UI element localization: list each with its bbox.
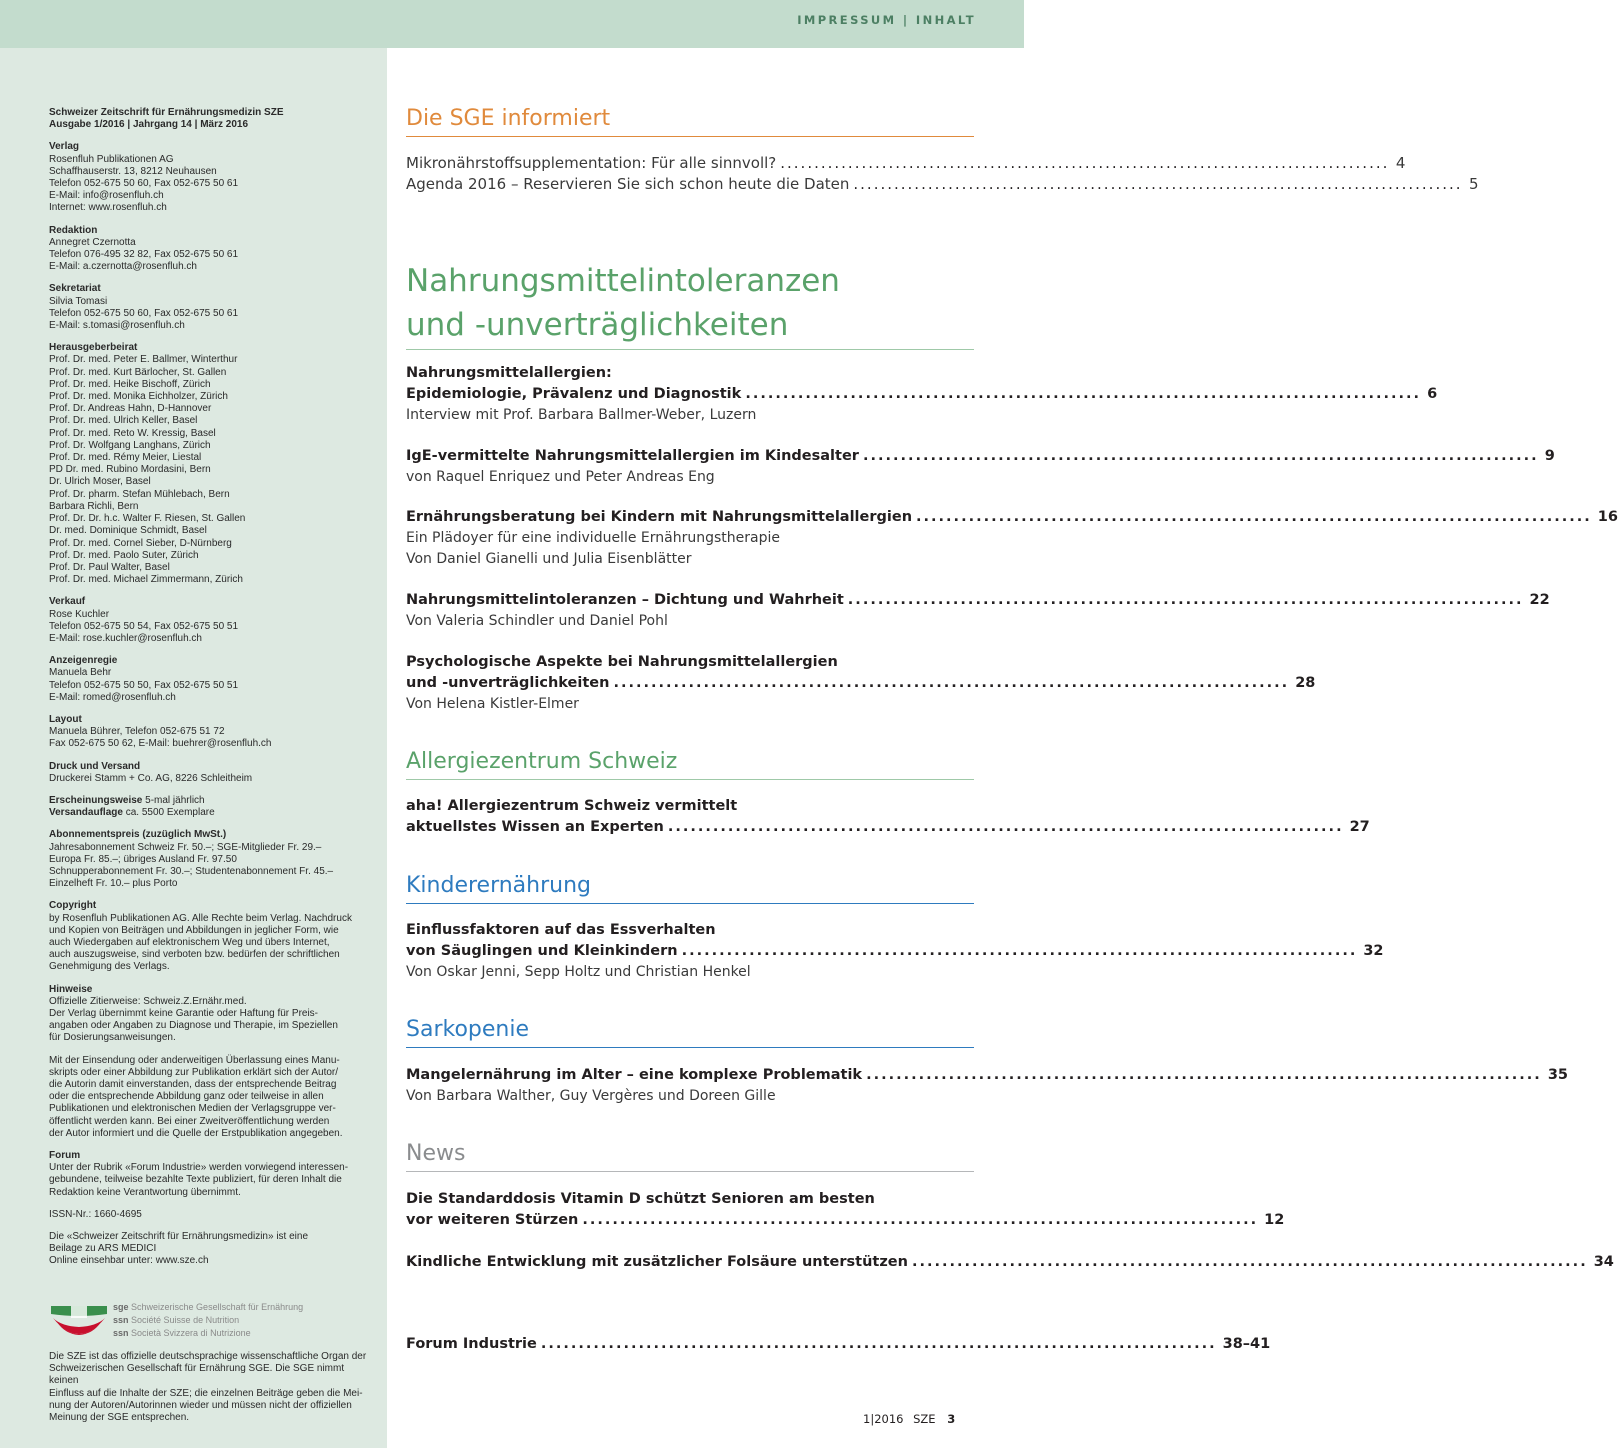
impressum-line: und Kopien von Beiträgen und Abbildungen in jeglicher Form, wie bbox=[49, 924, 339, 936]
impressum-line: Druckerei Stamm + Co. AG, 8226 Schleitheim bbox=[49, 772, 253, 784]
journal-abbr: SZE bbox=[913, 1412, 936, 1426]
impressum-block-abo bbox=[49, 829, 379, 890]
impressum-line: Telefon 052-675 50 50, Fax 052-675 50 51 bbox=[49, 679, 239, 691]
impressum-line bbox=[49, 795, 379, 807]
leader-dots: .......................................................................................... bbox=[780, 154, 1390, 172]
sge-name-fr: Société Suisse de Nutrition bbox=[131, 1315, 240, 1325]
impressum-line: E-Mail: a.czernotta@rosenfluh.ch bbox=[49, 261, 197, 273]
toc-entry-title-line1: aha! Allergiezentrum Schweiz vermittelt bbox=[406, 798, 738, 814]
toc-entry[interactable] bbox=[406, 174, 1479, 195]
impressum-line: Prof. Dr. med. Paolo Suter, Zürich bbox=[49, 549, 199, 561]
impressum-heading: Versandauflage bbox=[49, 807, 123, 819]
impressum-heading: Herausgeberbeirat bbox=[49, 342, 138, 354]
toc-entry-title: Mangelernährung im Alter – eine komplexe Problematik bbox=[406, 1067, 863, 1083]
toc-entry[interactable] bbox=[406, 1252, 1614, 1273]
leader-dots: .......................................................................................... bbox=[613, 675, 1290, 691]
toc-entry-title: Nahrungsmittelintoleranzen – Dichtung und Wahrheit bbox=[406, 592, 844, 608]
impressum-line: Schaffhauserstr. 13, 8212 Neuhausen bbox=[49, 165, 217, 177]
focus-title-line2: und -unverträglichkeiten bbox=[406, 307, 789, 343]
impressum-line: Schnupperabonnement Fr. 30.–; Studentenabonnement Fr. 45.– bbox=[49, 865, 334, 877]
toc-entry[interactable] bbox=[406, 153, 1406, 174]
impressum-line: Prof. Dr. Wolfgang Langhans, Zürich bbox=[49, 439, 211, 451]
page-number: 3 bbox=[947, 1412, 956, 1426]
toc-entry-title-line1: Psychologische Aspekte bei Nahrungsmittelallergien bbox=[406, 654, 838, 670]
impressum-line: die Autorin damit einverstanden, dass der entsprechende Beitrag bbox=[49, 1079, 337, 1091]
impressum-value: 5-mal jährlich bbox=[142, 794, 205, 806]
focus-title-line1: Nahrungsmittelintoleranzen bbox=[406, 263, 840, 299]
impressum-line: Telefon 052-675 50 54, Fax 052-675 50 51 bbox=[49, 620, 239, 632]
toc-entry-title-line1: Einflussfaktoren auf das Essverhalten bbox=[406, 922, 716, 938]
impressum-heading: Anzeigenregie bbox=[49, 655, 118, 667]
toc-entry-title: Mikronährstoffsupplementation: Für alle sinnvoll? bbox=[406, 154, 777, 172]
impressum-line: E-Mail: s.tomasi@rosenfluh.ch bbox=[49, 320, 185, 332]
toc-entry[interactable] bbox=[406, 384, 1438, 405]
impressum-line: E-Mail: rose.kuchler@rosenfluh.ch bbox=[49, 632, 202, 644]
focus-title bbox=[406, 259, 974, 350]
disclaimer-line: Meinung der SGE entsprechen. bbox=[49, 1412, 190, 1424]
impressum-line: Jahresabonnement Schweiz Fr. 50.–; SGE-Mitglieder Fr. 29.– bbox=[49, 841, 322, 853]
toc-page-number: 28 bbox=[1295, 675, 1316, 691]
impressum-line: Die «Schweizer Zeitschrift für Ernährungsmedizin» ist eine bbox=[49, 1231, 308, 1243]
impressum-heading: Sekretariat bbox=[49, 283, 101, 295]
impressum-line: für Dosierungsanweisungen. bbox=[49, 1032, 176, 1044]
toc-entry[interactable] bbox=[406, 507, 1618, 528]
impressum-line: by Rosenfluh Publikationen AG. Alle Rechte beim Verlag. Nachdruck bbox=[49, 912, 352, 924]
sge-abbr: sge bbox=[113, 1302, 129, 1312]
section-label: IMPRESSUM | INHALT bbox=[797, 13, 976, 27]
impressum-line: Prof. Dr. med. Ulrich Keller, Basel bbox=[49, 415, 198, 427]
toc-entry-title: vor weiteren Stürzen bbox=[406, 1212, 579, 1228]
ssn-abbr-fr: ssn bbox=[113, 1315, 129, 1325]
impressum-line: Publikationen und elektronischen Medien der Verlagsgruppe ver- bbox=[49, 1103, 336, 1115]
impressum-line: Prof. Dr. med. Peter E. Ballmer, Winterthur bbox=[49, 354, 238, 366]
impressum-heading: Verlag bbox=[49, 141, 80, 153]
toc-page-number: 34 bbox=[1593, 1254, 1614, 1270]
impressum-block-issn bbox=[49, 1209, 379, 1221]
impressum-line: Telefon 052-675 50 60, Fax 052-675 50 61 bbox=[49, 178, 239, 190]
toc-entry-author: Von Oskar Jenni, Sepp Holtz und Christian Henkel bbox=[406, 964, 751, 980]
sge-name-it: Società Svizzera di Nutrizione bbox=[131, 1328, 251, 1338]
impressum-line: Barbara Richli, Bern bbox=[49, 500, 139, 512]
leader-dots: .......................................................................................... bbox=[862, 448, 1539, 464]
toc-page-number: 22 bbox=[1529, 592, 1550, 608]
toc-entry-title: Agenda 2016 – Reservieren Sie sich schon heute die Daten bbox=[406, 175, 850, 193]
impressum-line: E-Mail: romed@rosenfluh.ch bbox=[49, 691, 176, 703]
impressum-line: Annegret Czernotta bbox=[49, 236, 136, 248]
impressum-block-redaktion bbox=[49, 225, 379, 274]
section-title-allergiezentrum: Allergiezentrum Schweiz bbox=[406, 748, 974, 780]
toc-entry-title: IgE-vermittelte Nahrungsmittelallergien im Kindesalter bbox=[406, 448, 859, 464]
impressum-line: Prof. Dr. Dr. h.c. Walter F. Riesen, St. Gallen bbox=[49, 513, 246, 525]
sge-disclaimer bbox=[49, 1351, 375, 1424]
toc-entry-forum[interactable] bbox=[406, 1334, 1271, 1355]
toc-page-number: 12 bbox=[1264, 1212, 1285, 1228]
toc-entry-author: Von Valeria Schindler und Daniel Pohl bbox=[406, 613, 668, 629]
toc-entry-title: Kindliche Entwicklung mit zusätzlicher Folsäure unterstützen bbox=[406, 1254, 908, 1270]
masthead-line: Schweizer Zeitschrift für Ernährungsmedizin SZE bbox=[49, 107, 284, 118]
sge-logo-lines bbox=[113, 1301, 303, 1340]
impressum-line: Online einsehbar unter: www.sze.ch bbox=[49, 1255, 209, 1267]
impressum-block-beirat bbox=[49, 342, 379, 586]
impressum-line: Redaktion keine Verantwortung übernimmt. bbox=[49, 1186, 241, 1198]
impressum-line: Europa Fr. 85.–; übriges Ausland Fr. 97.50 bbox=[49, 853, 237, 865]
toc-page-number: 4 bbox=[1395, 154, 1406, 172]
impressum-line: Internet: www.rosenfluh.ch bbox=[49, 202, 167, 214]
toc-page-number: 32 bbox=[1363, 943, 1384, 959]
impressum-line: Einzelheft Fr. 10.– plus Porto bbox=[49, 878, 178, 890]
impressum-line: Silvia Tomasi bbox=[49, 295, 108, 307]
toc-entry-author: Von Barbara Walther, Guy Vergères und Doreen Gille bbox=[406, 1088, 776, 1104]
toc-entry[interactable] bbox=[406, 941, 1384, 962]
impressum-block-hinweise bbox=[49, 984, 379, 1045]
impressum-heading: Copyright bbox=[49, 900, 97, 912]
impressum-block-verlag bbox=[49, 141, 379, 214]
impressum-line: Beilage zu ARS MEDICI bbox=[49, 1243, 157, 1255]
leader-dots: .......................................................................................... bbox=[916, 509, 1592, 525]
toc-entry-subtitle: Ein Plädoyer für eine individuelle Ernährungstherapie bbox=[406, 530, 780, 546]
leader-dots: .......................................................................................... bbox=[866, 1067, 1542, 1083]
impressum-line: PD Dr. med. Rubino Mordasini, Bern bbox=[49, 464, 211, 476]
leader-dots: .......................................................................................... bbox=[540, 1336, 1217, 1352]
leader-dots: .......................................................................................... bbox=[745, 386, 1422, 402]
toc-entry-title-line1: Nahrungsmittelallergien: bbox=[406, 365, 612, 381]
toc-entry[interactable] bbox=[406, 1210, 1285, 1231]
disclaimer-line: nung der Autoren/Autorinnen wieder und müssen nicht der offiziellen bbox=[49, 1399, 352, 1411]
impressum-heading: Druck und Versand bbox=[49, 760, 141, 772]
impressum-heading: Layout bbox=[49, 713, 82, 725]
toc-entry[interactable] bbox=[406, 1065, 1568, 1086]
leader-dots: .......................................................................................... bbox=[847, 592, 1524, 608]
toc-entry-author: Interview mit Prof. Barbara Ballmer-Weber, Luzern bbox=[406, 407, 757, 423]
leader-dots: .......................................................................................... bbox=[911, 1254, 1588, 1270]
toc-entry-title: aktuellstes Wissen an Experten bbox=[406, 819, 664, 835]
impressum-heading: Forum bbox=[49, 1150, 81, 1162]
impressum-line: Telefon 076-495 32 82, Fax 052-675 50 61 bbox=[49, 249, 239, 261]
impressum-line: Prof. Dr. med. Heike Bischoff, Zürich bbox=[49, 378, 211, 390]
impressum-line: auch auszugsweise, sind verboten bzw. bedürfen der schriftlichen bbox=[49, 949, 340, 961]
issue-number: 1|2016 bbox=[863, 1412, 904, 1426]
impressum-block-erscheinung bbox=[49, 795, 379, 819]
impressum-line: Dr. med. Dominique Schmidt, Basel bbox=[49, 525, 207, 537]
impressum-line: Telefon 052-675 50 60, Fax 052-675 50 61 bbox=[49, 307, 239, 319]
impressum-line: Fax 052-675 50 62, E-Mail: buehrer@rosenfluh.ch bbox=[49, 738, 272, 750]
impressum-line: Prof. Dr. Paul Walter, Basel bbox=[49, 561, 170, 573]
impressum-block-verkauf bbox=[49, 596, 379, 645]
toc-page-number: 16 bbox=[1597, 509, 1618, 525]
impressum-block-copyright bbox=[49, 900, 379, 973]
leader-dots: .......................................................................................... bbox=[853, 175, 1463, 193]
masthead bbox=[49, 107, 379, 131]
toc-entry-author: Von Helena Kistler-Elmer bbox=[406, 696, 579, 712]
impressum-heading: Abonnementspreis (zuzüglich MwSt.) bbox=[49, 829, 227, 841]
impressum-block-einsendung bbox=[49, 1055, 379, 1140]
impressum-line: ISSN-Nr.: 1660-4695 bbox=[49, 1208, 142, 1220]
impressum-block-sekretariat bbox=[49, 283, 379, 332]
toc-entry-author: Von Daniel Gianelli und Julia Eisenblätter bbox=[406, 551, 692, 567]
impressum-line: Prof. Dr. Andreas Hahn, D-Hannover bbox=[49, 403, 212, 415]
impressum-line: Manuela Bührer, Telefon 052-675 51 72 bbox=[49, 726, 225, 738]
disclaimer-line: Die SZE ist das offizielle deutschsprachige wissenschaftliche Organ der bbox=[49, 1351, 367, 1362]
impressum-line: auch Wiedergaben auf elektronischem Weg und übers Internet, bbox=[49, 936, 330, 948]
section-title-news: News bbox=[406, 1140, 974, 1172]
leader-dots: .......................................................................................... bbox=[582, 1212, 1259, 1228]
impressum-block-forum bbox=[49, 1150, 379, 1199]
ssn-abbr-it: ssn bbox=[113, 1328, 129, 1338]
toc-entry[interactable] bbox=[406, 817, 1370, 838]
impressum-block-beilage bbox=[49, 1231, 379, 1268]
toc-page-number: 35 bbox=[1547, 1067, 1568, 1083]
toc-page-number: 6 bbox=[1427, 386, 1438, 402]
toc-entry-title: und -unverträglichkeiten bbox=[406, 675, 610, 691]
impressum-block-anzeigen bbox=[49, 655, 379, 704]
page-footer bbox=[863, 1412, 955, 1426]
impressum-line: oder die entsprechende Abbildung ganz oder teilweise in allen bbox=[49, 1091, 324, 1103]
impressum-line: Prof. Dr. pharm. Stefan Mühlebach, Bern bbox=[49, 488, 230, 500]
impressum-line: gebundene, teilweise bezahlte Texte publiziert, für deren Inhalt die bbox=[49, 1174, 342, 1186]
impressum-line: Prof. Dr. med. Rémy Meier, Liestal bbox=[49, 452, 202, 464]
impressum-line bbox=[49, 807, 379, 819]
leader-dots: .......................................................................................... bbox=[681, 943, 1358, 959]
section-title-sge: Die SGE informiert bbox=[406, 105, 974, 137]
impressum-line: öffentlicht werden kann. Bei einer Zweitveröffentlichung werden bbox=[49, 1115, 330, 1127]
impressum-line: Rose Kuchler bbox=[49, 608, 110, 620]
impressum-text bbox=[49, 107, 379, 1278]
impressum-line: Genehmigung des Verlags. bbox=[49, 961, 170, 973]
impressum-line: E-Mail: info@rosenfluh.ch bbox=[49, 190, 164, 202]
impressum-line: Manuela Behr bbox=[49, 667, 112, 679]
section-title-kinderernaehrung: Kinderernährung bbox=[406, 872, 974, 904]
toc-entry-title: Ernährungsberatung bei Kindern mit Nahrungsmittelallergien bbox=[406, 509, 913, 525]
impressum-heading: Redaktion bbox=[49, 224, 98, 236]
toc-entry-title-line1: Die Standarddosis Vitamin D schützt Senioren am besten bbox=[406, 1191, 875, 1207]
impressum-line: angaben oder Angaben zu Diagnose und Therapie, im Speziellen bbox=[49, 1020, 338, 1032]
impressum-line: Prof. Dr. med. Monika Eichholzer, Zürich bbox=[49, 391, 228, 403]
impressum-block-druck bbox=[49, 761, 379, 785]
sge-name-de: Schweizerische Gesellschaft für Ernährung bbox=[131, 1302, 304, 1312]
impressum-line: Dr. Ulrich Moser, Basel bbox=[49, 476, 151, 488]
impressum-line: Offizielle Zitierweise: Schweiz.Z.Ernähr.med. bbox=[49, 995, 247, 1007]
impressum-heading: Erscheinungsweise bbox=[49, 794, 143, 806]
impressum-heading: Hinweise bbox=[49, 983, 93, 995]
toc-entry-title: von Säuglingen und Kleinkindern bbox=[406, 943, 678, 959]
leader-dots: .......................................................................................... bbox=[667, 819, 1344, 835]
impressum-line: Rosenfluh Publikationen AG bbox=[49, 153, 174, 165]
toc-entry-title: Forum Industrie bbox=[406, 1336, 537, 1352]
section-title-sarkopenie: Sarkopenie bbox=[406, 1016, 974, 1048]
toc-entry-title: Epidemiologie, Prävalenz und Diagnostik bbox=[406, 386, 742, 402]
toc-page-number: 5 bbox=[1468, 175, 1479, 193]
toc-page-number: 27 bbox=[1349, 819, 1370, 835]
impressum-value: ca. 5500 Exemplare bbox=[122, 807, 215, 819]
impressum-line: der Autor informiert und die Quelle der Erstpublikation angegeben. bbox=[49, 1127, 343, 1139]
toc-entry[interactable] bbox=[406, 673, 1316, 694]
impressum-line: Prof. Dr. med. Michael Zimmermann, Zürich bbox=[49, 574, 243, 586]
impressum-line: skripts oder einer Abbildung zur Publikation erklärt sich der Autor/ bbox=[49, 1066, 339, 1078]
toc-entry[interactable] bbox=[406, 446, 1555, 467]
impressum-line: Der Verlag übernimmt keine Garantie oder Haftung für Preis- bbox=[49, 1008, 319, 1019]
masthead-line: Ausgabe 1/2016 | Jahrgang 14 | März 2016 bbox=[49, 119, 249, 131]
impressum-block-layout bbox=[49, 714, 379, 751]
impressum-line: Prof. Dr. med. Cornel Sieber, D-Nürnberg bbox=[49, 537, 232, 549]
disclaimer-line: Einfluss auf die Inhalte der SZE; die einzelnen Beiträge geben die Mei- bbox=[49, 1387, 363, 1399]
impressum-heading: Verkauf bbox=[49, 596, 86, 608]
disclaimer-line: Schweizerischen Gesellschaft für Ernährung SGE. Die SGE nimmt keinen bbox=[49, 1363, 345, 1387]
impressum-line: Unter der Rubrik «Forum Industrie» werden vorwiegend interessen- bbox=[49, 1162, 349, 1174]
impressum-line: Mit der Einsendung oder anderweitigen Überlassung eines Manu- bbox=[49, 1054, 340, 1066]
toc-page-number: 38–41 bbox=[1222, 1336, 1271, 1352]
impressum-line: Prof. Dr. med. Reto W. Kressig, Basel bbox=[49, 427, 216, 439]
toc-entry[interactable] bbox=[406, 590, 1550, 611]
toc-page-number: 9 bbox=[1544, 448, 1555, 464]
impressum-line: Prof. Dr. med. Kurt Bärlocher, St. Gallen bbox=[49, 366, 227, 378]
toc-entry-author: von Raquel Enriquez und Peter Andreas Eng bbox=[406, 469, 715, 485]
